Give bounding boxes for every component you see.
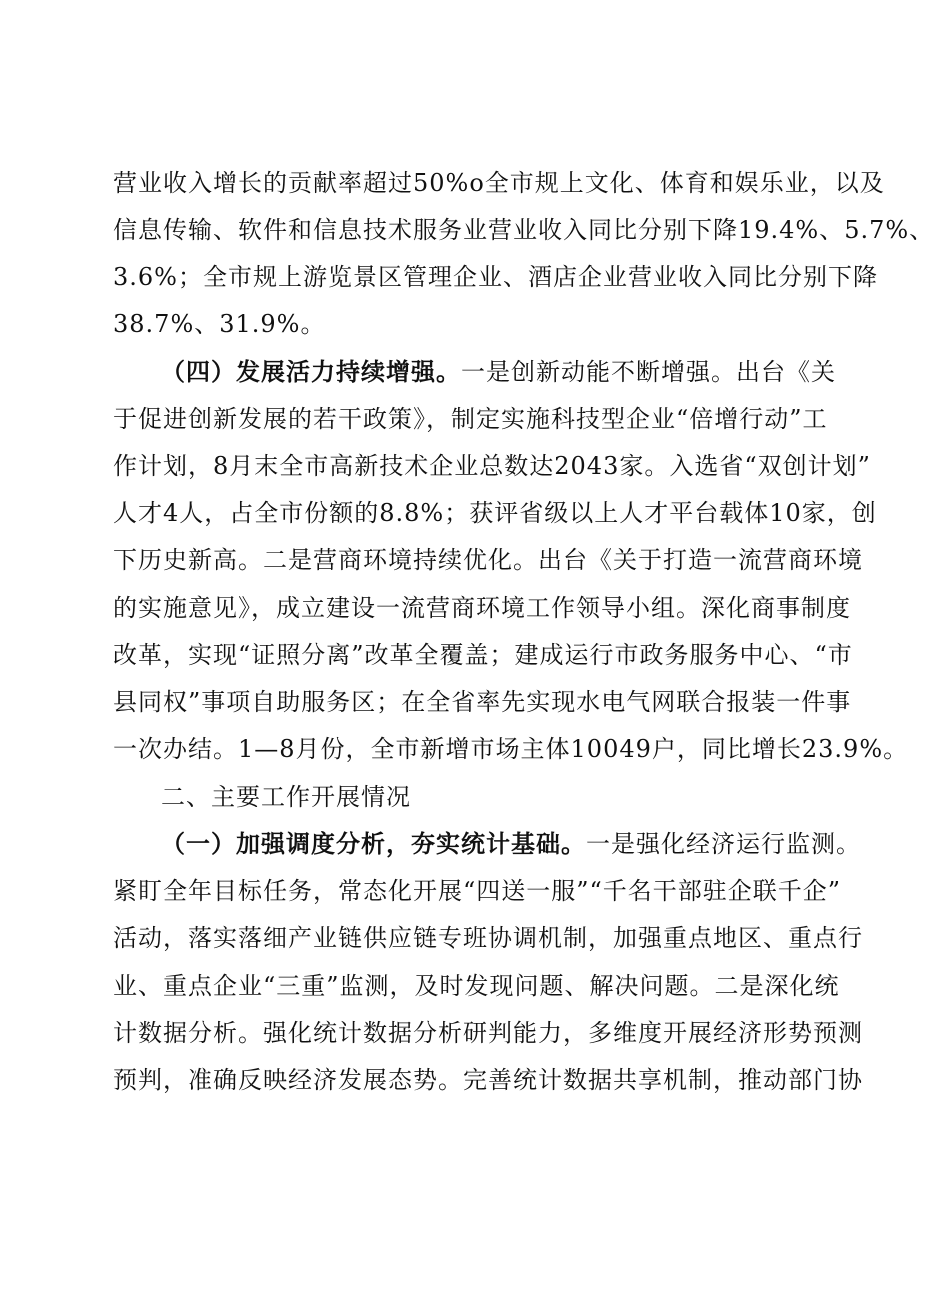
paragraph-line: 于促进创新发展的若干政策》，制定实施科技型企业“倍增行动”工 [113, 405, 828, 433]
subsection-heading-one: （一）加强调度分析，夯实统计基础。 [161, 829, 586, 858]
paragraph-line: 人才4人，占全市份额的8.8%；获评省级以上人才平台载体10家，创 [113, 499, 877, 527]
paragraph-line: 县同权”事项自助服务区；在全省率先实现水电气网联合报装一件事 [113, 688, 852, 716]
section-heading-four: （四）发展活力持续增强。 [161, 357, 461, 386]
paragraph-text: 一是创新动能不断增强。出台《关 [461, 358, 836, 386]
paragraph-line: 活动，落实落细产业链供应链专班协调机制，加强重点地区、重点行 [113, 924, 863, 952]
section-heading-two: 二、主要工作开展情况 [161, 783, 411, 811]
paragraph-text: 一是强化经济运行监测。 [586, 830, 861, 858]
paragraph-line: 业、重点企业“三重”监测，及时发现问题、解决问题。二是深化统 [113, 972, 840, 1000]
paragraph-line: 信息传输、软件和信息技术服务业营业收入同比分别下降19.4%、5.7%、 [113, 216, 934, 244]
paragraph-line: 38.7%、31.9%。 [113, 310, 326, 338]
section-four-line [161, 352, 836, 392]
paragraph-line: 3.6%；全市规上游览景区管理企业、酒店企业营业收入同比分别下降 [113, 263, 878, 291]
paragraph-line: 作计划，8月末全市高新技术企业总数达2043家。入选省“双创计划” [113, 452, 871, 480]
paragraph-line: 下历史新高。二是营商环境持续优化。出台《关于打造一流营商环境 [113, 546, 863, 574]
subsection-one-line [161, 824, 861, 864]
paragraph-line: 改革，实现“证照分离”改革全覆盖；建成运行市政务服务中心、“市 [113, 641, 853, 669]
paragraph-line: 预判，准确反映经济发展态势。完善统计数据共享机制，推动部门协 [113, 1066, 863, 1094]
paragraph-line: 紧盯全年目标任务，常态化开展“四送一服”“千名干部驻企联千企” [113, 877, 842, 905]
paragraph-line: 一次办结。1—8月份，全市新增市场主体10049户，同比增长23.9%。 [113, 735, 909, 763]
paragraph-line: 计数据分析。强化统计数据分析研判能力，多维度开展经济形势预测 [113, 1019, 863, 1047]
paragraph-line: 的实施意见》，成立建设一流营商环境工作领导小组。深化商事制度 [113, 594, 851, 622]
paragraph-line: 营业收入增长的贡献率超过50%o全市规上文化、体育和娱乐业，以及 [113, 169, 885, 197]
